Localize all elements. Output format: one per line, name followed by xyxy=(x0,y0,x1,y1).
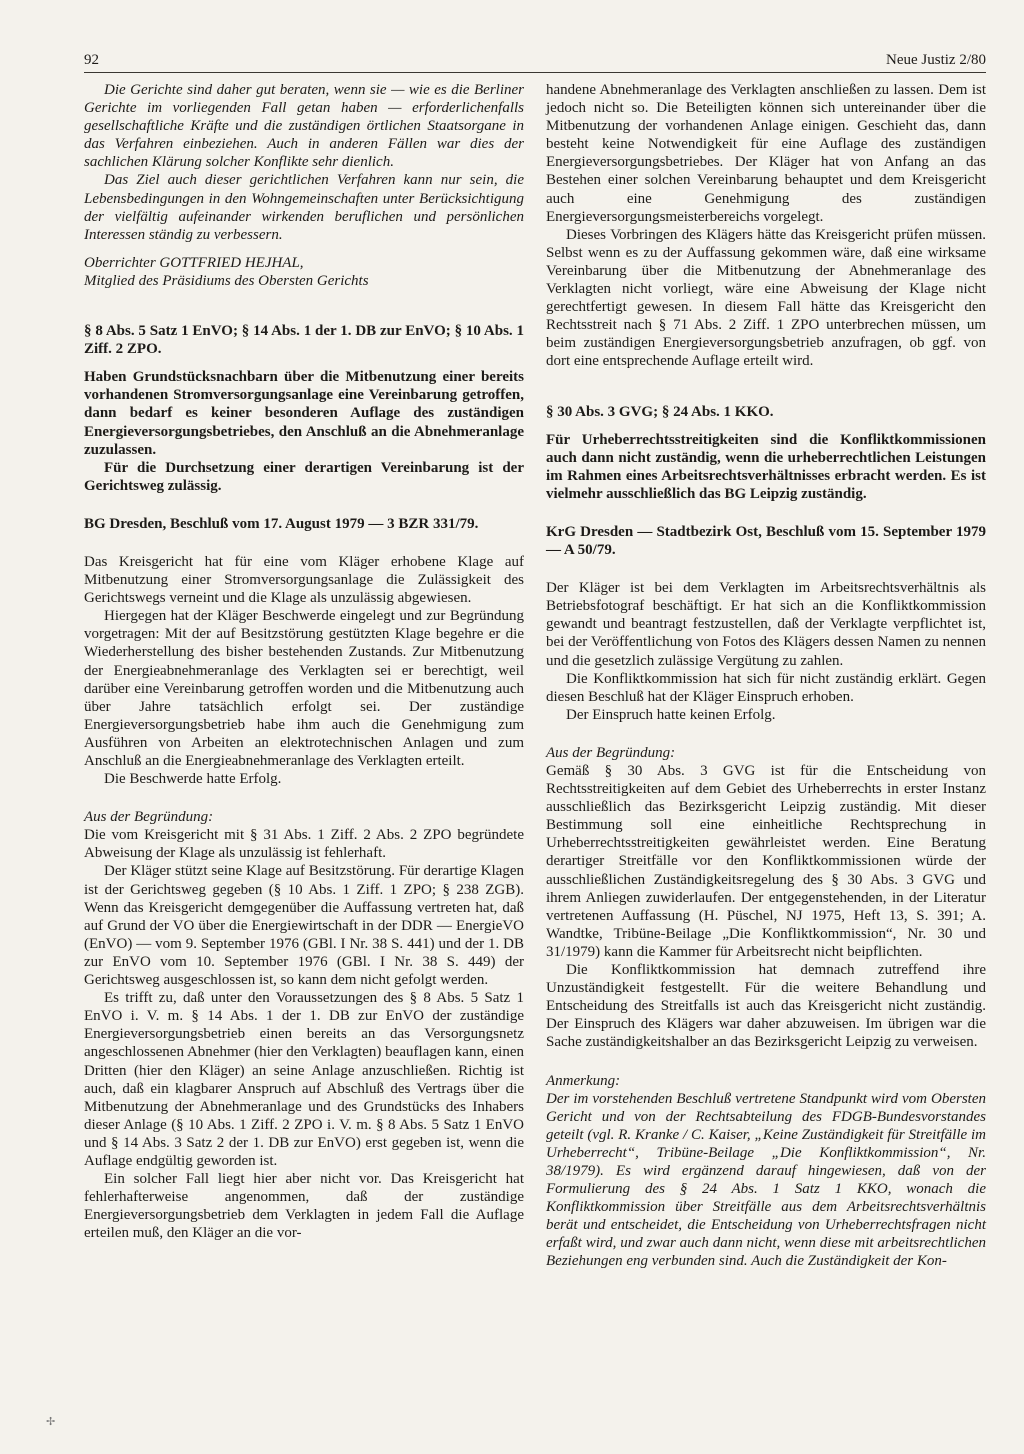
left-column xyxy=(84,81,524,1271)
headnote-paragraph: Für Urheberrechtsstreitigkeiten sind die Konfliktkommissionen auch dann nicht zuständig, wenn die urheberrechtlichen Leistungen im Rahmen eines Arbeitsrechtsverhältnisses erbracht werden. Es ist vielmehr ausschließlich das BG Leipzig zuständig. xyxy=(546,431,986,502)
note-paragraph: Der im vorstehenden Beschluß vertretene Standpunkt wird vom Obersten Gericht und von der Rechtsabteilung des FDGB-Bundesvorstandes geteilt (vgl. R. Kranke / C. Kaiser, „Keine Zuständigkeit für Streitfälle im Urheberrecht“, Tribüne-Beilage „Die Konfliktkommission“, Nr. 38/1979). Es wird ergänzend darauf hingewiesen, daß von der Formulierung des § 24 Abs. 1 Satz 1 KKO, wonach die Konfliktkommission über Streitfälle aus dem Arbeitsrechtsverhältnis berät und entscheidet, die Entscheidung von Urheberrechtsfragen nicht erfaßt wird, und zwar auch dann nicht, wenn diese mit arbeitsrechtlichen Beziehungen eng verbunden sind. Auch die Zuständigkeit der Kon- xyxy=(546,1090,986,1270)
headnote-paragraph: Für die Durchsetzung einer derartigen Vereinbarung ist der Gerichtsweg zulässig. xyxy=(84,459,524,494)
reasons-label: Aus der Begründung: xyxy=(84,809,214,826)
reasons-paragraph: Es trifft zu, daß unter den Voraussetzungen des § 8 Abs. 5 Satz 1 EnVO i. V. m. § 14 Abs. 1 der 1. DB zur EnVO der zuständige Energieversorgungsbetrieb einen bereits an das Versorgungsnetz angeschlossenen Abnehmer (hier den Verklagten) beauflagen kann, einen Dritten (hier den Kläger) an seine Anlage anzuschließen. Richtig ist auch, daß ein klagbarer Anspruch auf Abschluß des Vertrags über die Mitbenutzung der Abnehmeranlage und des Grundstücks des Inhabers dieser Anlage (§ 10 Abs. 1 Ziff. 2 ZPO i. V. m. § 8 Abs. 5 Satz 1 EnVO und § 14 Abs. 3 Satz 2 der 1. DB zur EnVO) erst gegeben ist, wenn die Auflage endgültig geworden ist. xyxy=(84,990,524,1169)
reasons-paragraph: Ein solcher Fall liegt hier aber nicht vor. Das Kreisgericht hat fehlerhafterweise angenommen, daß der zuständige Energieversorgungsbetrieb dem Verklagten in jedem Fall die Auflage erteilen muß, den Kläger an die vor- xyxy=(84,1171,524,1242)
reasons-label: Aus der Begründung: xyxy=(546,744,676,761)
reasons-paragraph: Die vom Kreisgericht mit § 31 Abs. 1 Ziff. 2 Abs. 2 ZPO begründete Abweisung der Klage als unzulässig ist fehlerhaft. xyxy=(84,827,524,862)
running-head xyxy=(84,52,986,73)
facts-paragraph: Das Kreisgericht hat für eine vom Kläger erhobene Klage auf Mitbenutzung einer Stromversorgungsanlage die Zulässigkeit des Gerichtswegs verneint und die Klage als unzulässig abgewiesen. xyxy=(84,553,524,607)
author-signature: Oberrichter GOTTFRIED HEJHAL, xyxy=(84,254,304,271)
note-label: Anmerkung: xyxy=(546,1072,621,1089)
reasons-paragraph: Die Konfliktkommission hat demnach zutreffend ihre Unzuständigkeit festgestellt. Für die weitere Behandlung und Entscheidung des Streitfalls ist auch das Kreisgericht nicht zuständig. Der Einspruch des Klägers war daher abzuweisen. Im übrigen war die Sache zuständigkeitshalber an das Bezirksgericht Leipzig zu verweisen. xyxy=(546,962,986,1051)
court-decision-line: KrG Dresden — Stadtbezirk Ost, Beschluß vom 15. September 1979 — A 50/79. xyxy=(546,523,986,559)
right-column xyxy=(546,81,986,1271)
commentary-paragraph: Die Gerichte sind daher gut beraten, wenn sie — wie es die Berliner Gerichte im vorliegenden Fall getan haben — erforderlichenfalls gesellschaftliche Kräfte und die zuständigen örtlichen Staatsorgane in das Verfahren einbeziehen. Auch in anderen Fällen war dies der sachlichen Klärung solcher Konflikte sehr dienlich. xyxy=(84,82,524,171)
facts-paragraph: Die Beschwerde hatte Erfolg. xyxy=(104,771,282,788)
facts-paragraph: Der Kläger ist bei dem Verklagten im Arbeitsrechtsverhältnis als Betriebsfotograf beschäftigt. Er hat sich an die Konfliktkommission gewandt und beantragt festzustellen, daß der Verklagte verpflichtet ist, bei der Veröffentlichung von Fotos des Klägers dessen Namen zu nennen und die gesetzlich zulässige Vergütung zu zahlen. xyxy=(546,580,986,669)
facts-paragraph: Hiergegen hat der Kläger Beschwerde eingelegt und zur Begründung vorgetragen: Mit der auf Besitzstörung gestützten Klage begehre er die Wiederherstellung des bisher bestehenden Zustands. Zur Mitbenutzung der Energieabnehmeranlage des Verklagten sei er berechtigt, weil darüber eine Vereinbarung getroffen worden und die Mitbenutzung auch über Jahre tatsächlich erfolgt sei. Der zuständige Energieversorgungsbetrieb habe ihm auch die Genehmigung zum Ausführen von Arbeiten an elektrotechnischen Anlagen und zum Anschluß an die Energieabnehmeranlage des Verklagten erteilt. xyxy=(84,608,524,769)
norm-citation: § 8 Abs. 5 Satz 1 EnVO; § 14 Abs. 1 der 1. DB zur EnVO; § 10 Abs. 1 Ziff. 2 ZPO. xyxy=(84,323,524,358)
margin-mark-icon: ✢ xyxy=(46,1416,56,1428)
text-columns xyxy=(84,81,986,1271)
norm-citation: § 30 Abs. 3 GVG; § 24 Abs. 1 KKO. xyxy=(546,403,774,420)
reasons-paragraph: Dieses Vorbringen des Klägers hätte das Kreisgericht prüfen müssen. Selbst wenn es zu der Auffassung gekommen wäre, daß eine wirksame Vereinbarung über die Mitbenutzung der Abnehmeranlage des Verklagten nicht vorliegt, wäre eine Abweisung der Klage nicht gerechtfertigt gewesen. In diesem Fall hätte das Kreisgericht den Rechtsstreit nach § 71 Abs. 2 Ziff. 1 ZPO unterbrechen müssen, um beim zuständigen Energieversorgungsbetrieb anzufragen, ob ggf. von dort eine entsprechende Auflage erteilt wird. xyxy=(546,226,986,370)
facts-paragraph: Der Einspruch hatte keinen Erfolg. xyxy=(566,706,776,723)
facts-paragraph: Die Konfliktkommission hat sich für nicht zuständig erklärt. Gegen diesen Beschluß hat der Kläger Einspruch erhoben. xyxy=(546,670,986,705)
reasons-paragraph: Gemäß § 30 Abs. 3 GVG ist für die Entscheidung von Rechtsstreitigkeiten auf dem Gebiet des Urheberrechts in erster Instanz ausschließlich das Bezirksgericht Leipzig zuständig. Mit dieser Bestimmung soll eine einheitliche Rechtsprechung in Urheberrechtsstreitigkeiten gewährleistet werden. Eine Beratung derartiger Streitfälle vor den Konfliktkommissionen würde der ausschließlichen Zuständigkeitsregelung des § 30 Abs. 3 GVG und ihrem Anliegen zuwiderlaufen. Der entgegenstehenden, in der Literatur vertretenen Auffassung (H. Püschel, NJ 1975, Heft 13, S. 391; A. Wandtke, Tribüne-Beilage „Die Konfliktkommission“, Nr. 30 und 31/1979) kann die Kammer für Arbeitsrecht nicht beipflichten. xyxy=(546,763,986,960)
reasons-paragraph: handene Abnehmeranlage des Verklagten anschließen zu lassen. Dem ist jedoch nicht so. Die Beteiligten können sich untereinander über die Mitbenutzung der vorhandenen Anlage einigen. Geschieht das, dann besteht keine Notwendigkeit für eine Auflage des zuständigen Energieversorgungsbetriebes. Der Kläger hat von Anfang an das Bestehen einer solchen Vereinbarung behauptet und dem Kreisgericht auch eine Genehmigung des zuständigen Energieversorgungsmeisterbereichs vorgelegt. xyxy=(546,82,986,225)
page-number: 92 xyxy=(84,52,99,68)
court-decision-line: BG Dresden, Beschluß vom 17. August 1979 — 3 BZR 331/79. xyxy=(84,515,479,532)
author-affiliation: Mitglied des Präsidiums des Obersten Gerichts xyxy=(84,272,369,289)
headnote-paragraph: Haben Grundstücksnachbarn über die Mitbenutzung einer bereits vorhandenen Stromversorgungsanlage eine Vereinbarung getroffen, dann bedarf es keiner besonderen Auflage des zuständigen Energieversorgungsbetriebes, den Anschluß an die Abnehmeranlage zuzulassen. xyxy=(84,369,524,458)
commentary-paragraph: Das Ziel auch dieser gerichtlichen Verfahren kann nur sein, die Lebensbedingungen in den Wohngemeinschaften unter Berücksichtigung der vielfältig aufeinander wirkenden beruflichen und persönlichen Interessen ständig zu verbessern. xyxy=(84,172,524,243)
journal-issue: Neue Justiz 2/80 xyxy=(886,52,986,68)
reasons-paragraph: Der Kläger stützt seine Klage auf Besitzstörung. Für derartige Klagen ist der Gerichtsweg gegeben (§ 10 Abs. 1 Ziff. 1 ZPO; § 238 ZGB). Wenn das Kreisgericht demgegenüber die Auffassung vertreten hat, daß auf Grund der VO über die Energiewirtschaft in der DDR — EnergieVO (EnVO) — vom 9. September 1976 (GBl. I Nr. 38 S. 441) und der 1. DB zur EnVO vom 10. September 1976 (GBl. I Nr. 38 S. 449) der Gerichtsweg ausgeschlossen ist, so kann dem nicht gefolgt werden. xyxy=(84,863,524,989)
